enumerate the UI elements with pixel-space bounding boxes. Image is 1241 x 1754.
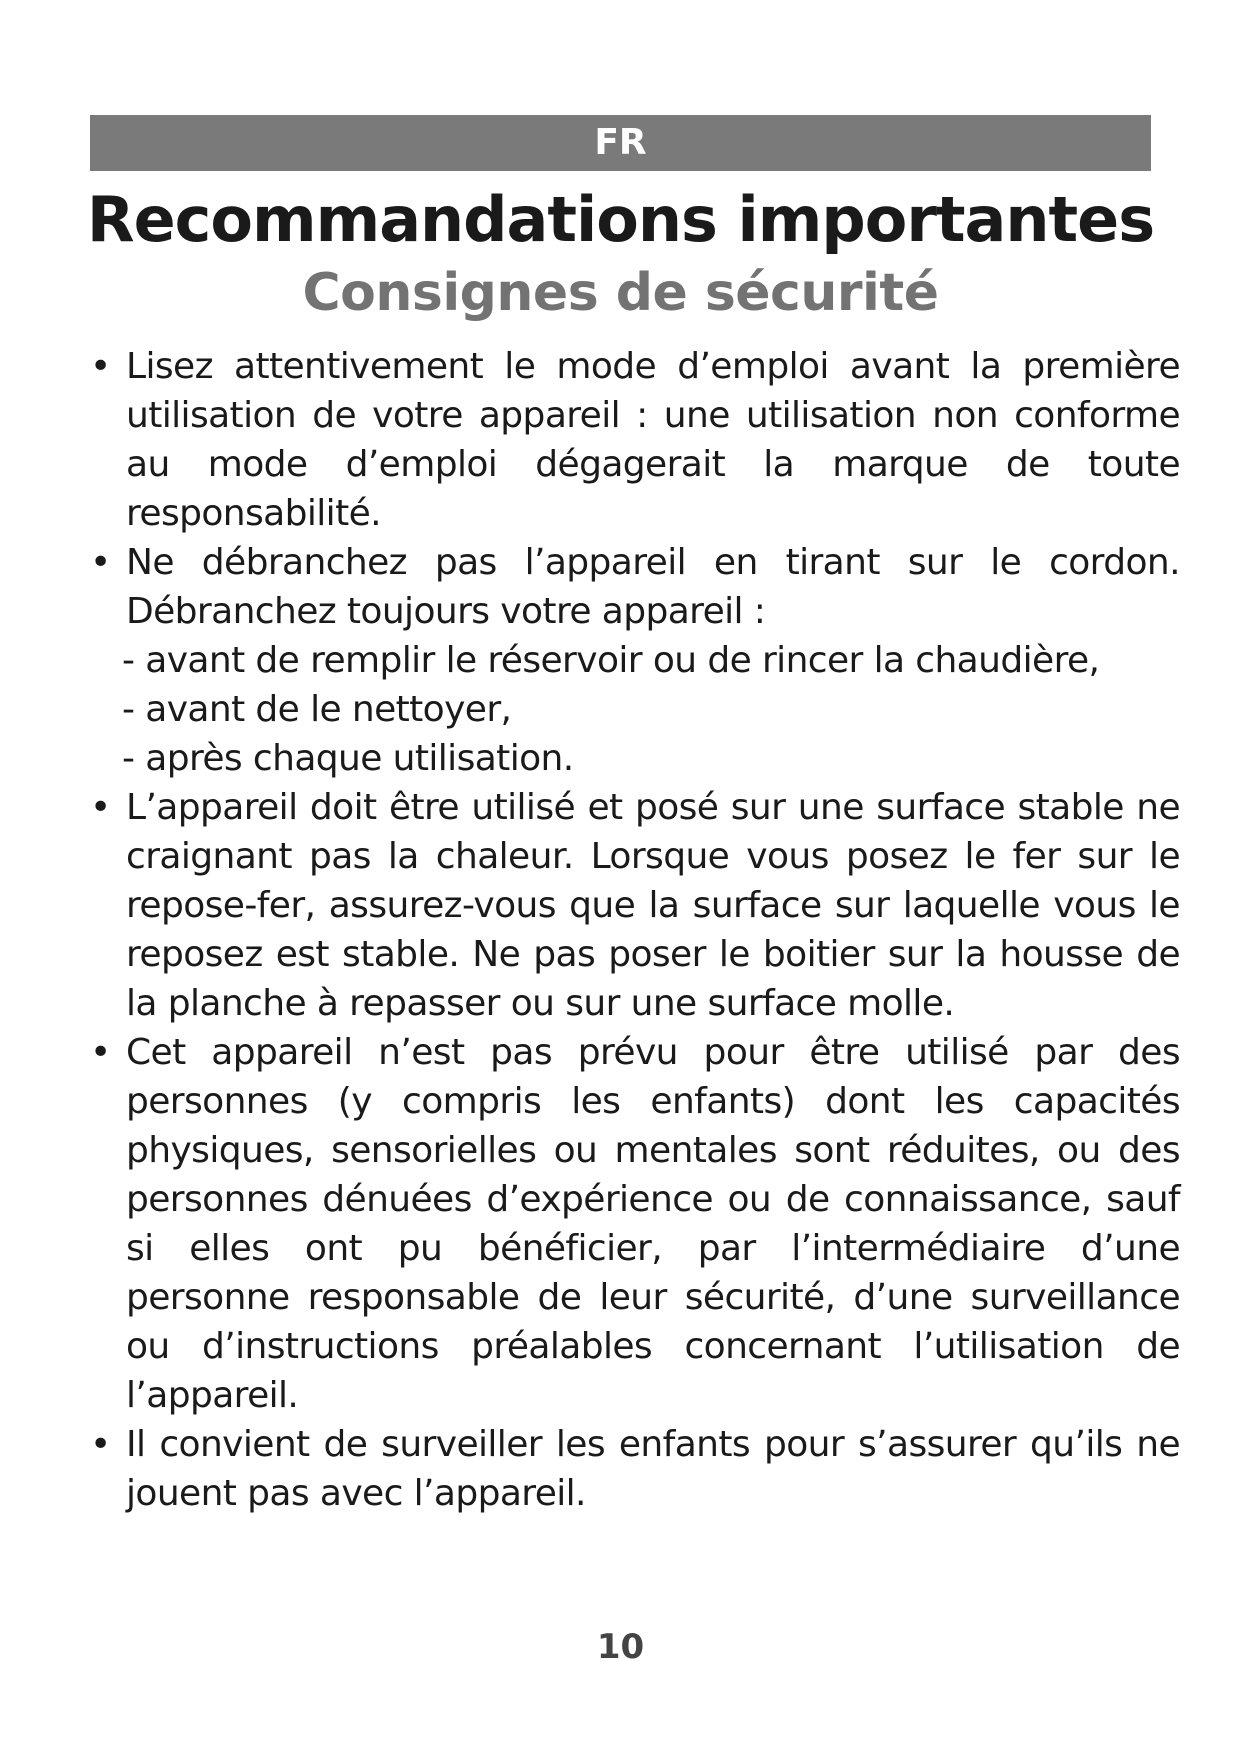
sub-list-item: - avant de remplir le réservoir ou de rincer la chaudière, [122,640,1100,681]
list-item-text: Ne débranchez pas l’appareil en tirant sur le cordon. Débranchez toujours votre appareil : [126,542,1180,632]
list-item [88,1420,1180,1518]
language-header-bar [90,115,1151,171]
sub-list-item: - avant de le nettoyer, [122,689,512,730]
list-item-text: Lisez attentivement le mode d’emploi avant la première utilisation de votre appareil : une utilisation non conforme au mode d’emploi dégagerait la marque de toute responsabilité. [126,346,1180,534]
language-label: FR [594,122,647,163]
safety-instructions-list [88,342,1180,1518]
list-item-text: Cet appareil n’est pas prévu pour être utilisé par des personnes (y compris les enfants) dont les capacités physiques, sensorielles ou mentales sont réduites, ou des personnes dénuées d’expérience ou de connaissance, sauf si elles ont pu bénéficier, par l’intermédiaire d’une personne responsable de leur sécurité, d’une surveillance ou d’instructions préalables concernant l’utilisation de l’appareil. [126,1032,1180,1416]
page-subtitle: Consignes de sécurité [302,263,939,323]
bullet-icon: • [90,542,111,583]
list-item [88,342,1180,538]
list-item [88,538,1180,636]
page-title: Recommandations importantes [86,183,1155,256]
page-number: 10 [596,1627,645,1667]
list-item-text: L’appareil doit être utilisé et posé sur une surface stable ne craignant pas la chaleur. Lorsque vous posez le fer sur le repose-fer, assurez-vous que la surface sur laquelle vous le reposez est stable. Ne pas poser le boitier sur la housse de la planche à repasser ou sur une surface molle. [126,787,1180,1024]
list-item [88,783,1180,1028]
list-item-text: Il convient de surveiller les enfants pour s’assurer qu’ils ne jouent pas avec l’appareil. [126,1424,1180,1514]
sub-list-item: - après chaque utilisation. [122,738,574,779]
bullet-icon: • [90,346,111,387]
bullet-icon: • [90,1032,111,1073]
bullet-icon: • [90,1424,111,1465]
bullet-icon: • [90,787,111,828]
list-item [88,1028,1180,1420]
